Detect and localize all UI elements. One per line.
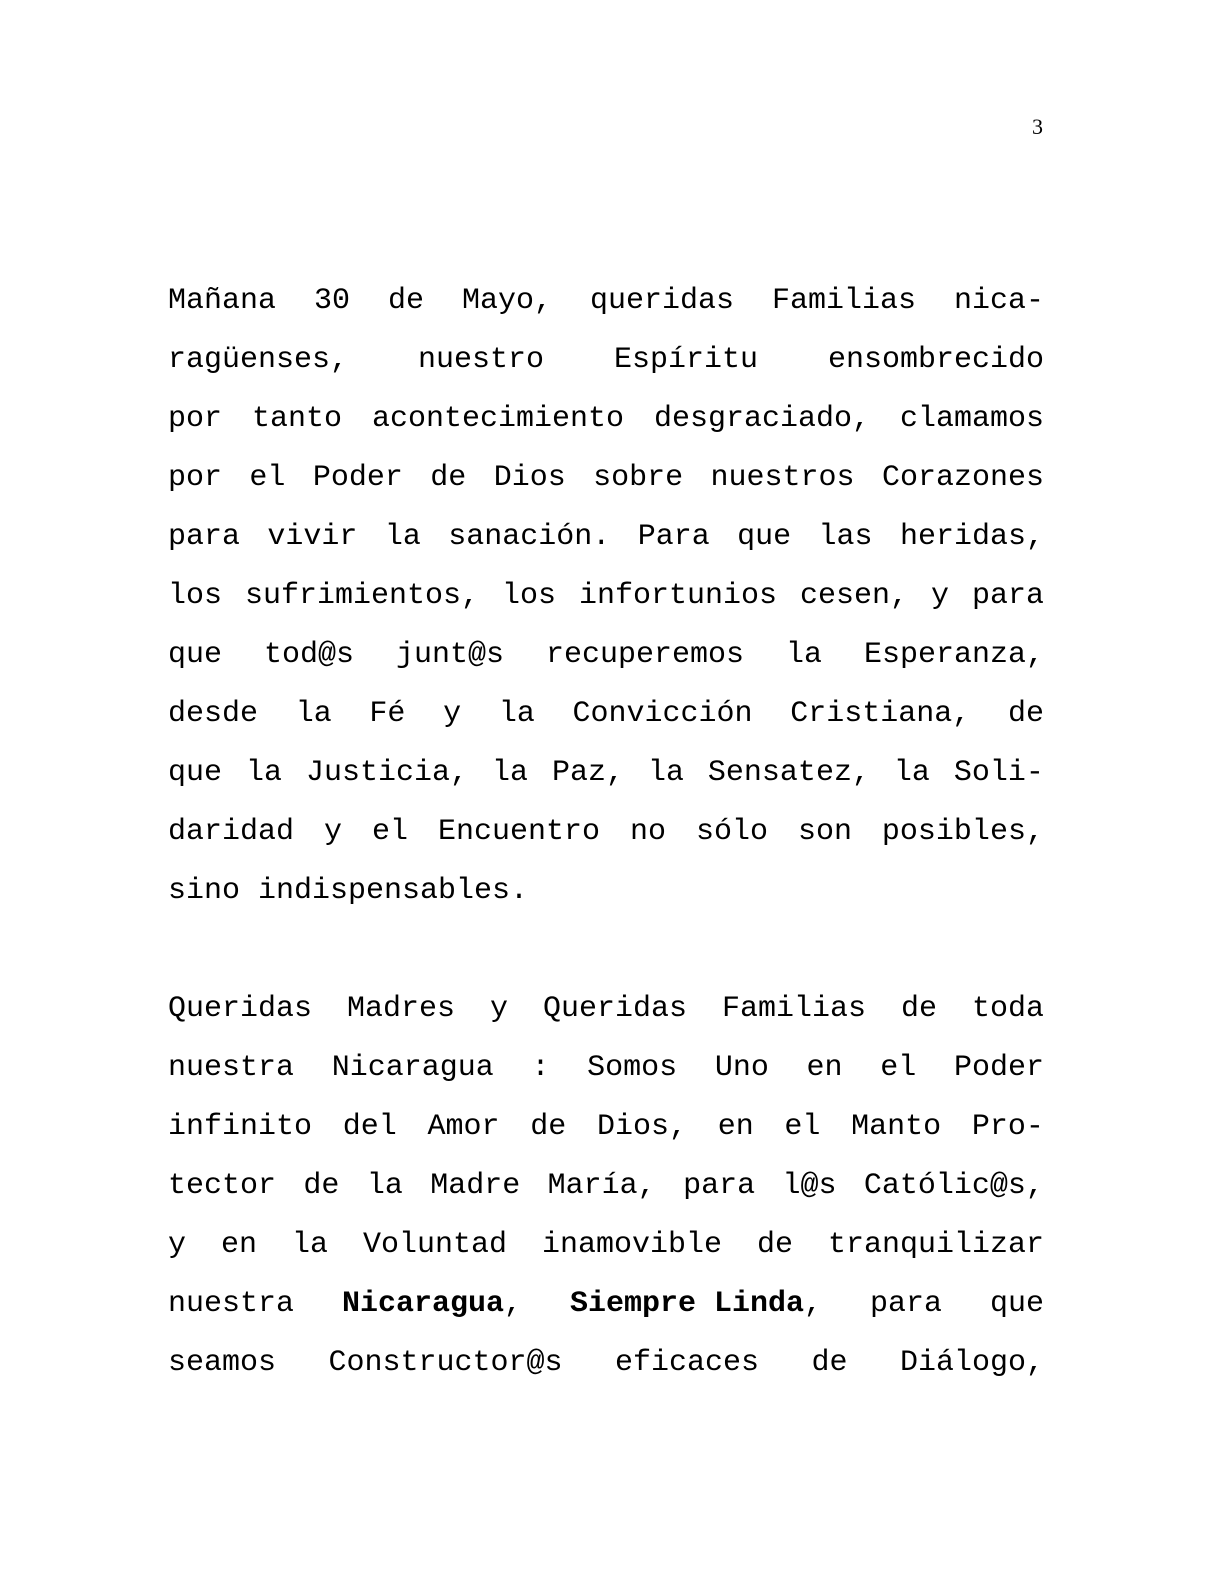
word: Dios — [493, 461, 566, 495]
word: Poder — [953, 1051, 1044, 1085]
text-line — [168, 280, 1044, 339]
paragraph-gap — [168, 929, 1044, 988]
word: tranquilizar — [827, 1228, 1044, 1262]
word: 30 — [314, 284, 351, 318]
bold-phrase-siempre-linda: Siempre Linda — [569, 1287, 805, 1321]
text-line — [168, 1224, 1044, 1283]
word: Espíritu — [613, 343, 758, 377]
word: clamamos — [899, 402, 1044, 436]
text-line — [168, 575, 1044, 634]
text-line — [168, 988, 1044, 1047]
word: ragüenses, — [168, 343, 349, 377]
word: que — [737, 520, 792, 554]
paragraph-2-bold-line — [168, 1283, 1044, 1342]
word: Nicaragua — [331, 1051, 494, 1085]
word: eficaces — [614, 1346, 760, 1380]
word: no — [629, 815, 666, 849]
text-line — [168, 339, 1044, 398]
word: en — [806, 1051, 843, 1085]
word: sufrimientos, — [244, 579, 480, 613]
word: Fé — [369, 697, 406, 731]
word: y — [168, 1228, 187, 1262]
word: Cristiana, — [790, 697, 971, 731]
word: : — [531, 1051, 550, 1085]
word: Paz, — [551, 756, 624, 790]
text-line — [168, 457, 1044, 516]
word: para — [683, 1169, 756, 1203]
word: queridas — [589, 284, 734, 318]
word: Queridas — [542, 992, 688, 1026]
word: Dios, — [596, 1110, 687, 1144]
word: que — [168, 638, 223, 672]
word: l@s — [782, 1169, 837, 1203]
word: y — [931, 579, 950, 613]
word: de — [811, 1346, 848, 1380]
word: Corazones — [881, 461, 1044, 495]
paragraph-1-last-line: sino indispensables. — [168, 874, 529, 908]
word: en — [717, 1110, 754, 1144]
word: Sensatez, — [707, 756, 870, 790]
word: la — [498, 697, 535, 731]
word: nica- — [953, 284, 1044, 318]
paragraph-2 — [168, 988, 1044, 1283]
word: ensombrecido — [827, 343, 1044, 377]
word: son — [797, 815, 852, 849]
word: infortunios — [578, 579, 778, 613]
word: la — [384, 520, 421, 554]
text-line — [168, 693, 1044, 752]
word: la — [647, 756, 684, 790]
word: por — [168, 461, 223, 495]
comma: , — [504, 1287, 523, 1321]
word: en — [220, 1228, 257, 1262]
word: daridad — [168, 815, 295, 849]
word: nuestro — [417, 343, 545, 377]
word: para — [971, 579, 1044, 613]
word: para — [168, 520, 241, 554]
word: de — [1007, 697, 1044, 731]
word: que — [168, 756, 223, 790]
word: Diálogo, — [899, 1346, 1044, 1380]
word: Voluntad — [362, 1228, 507, 1262]
word: nuestros — [710, 461, 855, 495]
word: nuestra — [168, 1287, 295, 1321]
bold-word-nicaragua: Nicaragua — [341, 1287, 505, 1321]
paragraph-1 — [168, 280, 1044, 870]
word: que — [989, 1287, 1044, 1321]
word: acontecimiento — [371, 402, 624, 436]
word: vivir — [267, 520, 358, 554]
word: la — [893, 756, 930, 790]
word: Familias — [721, 992, 867, 1026]
word: Amor — [427, 1110, 500, 1144]
word: la — [785, 638, 822, 672]
word: Constructor@s — [328, 1346, 563, 1380]
word: sobre — [593, 461, 684, 495]
word: Esperanza, — [863, 638, 1044, 672]
word: infinito — [168, 1110, 313, 1144]
word: tod@s — [263, 638, 354, 672]
word: por — [168, 402, 223, 436]
word: la — [295, 697, 332, 731]
word: junt@s — [395, 638, 504, 672]
word: los — [502, 579, 557, 613]
word: Soli- — [953, 756, 1044, 790]
word: y — [324, 815, 343, 849]
comma: , — [804, 1287, 823, 1321]
word: Mayo, — [461, 284, 552, 318]
word: sanación. — [448, 520, 611, 554]
word: Convicción — [572, 697, 753, 731]
word: del — [342, 1110, 397, 1144]
word: de — [756, 1228, 793, 1262]
word: Encuentro — [437, 815, 600, 849]
word: Uno — [714, 1051, 769, 1085]
word: de — [303, 1169, 340, 1203]
word: la — [491, 756, 528, 790]
word: las — [818, 520, 873, 554]
word: Pro- — [971, 1110, 1044, 1144]
word: desgraciado, — [653, 402, 870, 436]
page-number: 3 — [1032, 114, 1043, 139]
word: de — [387, 284, 424, 318]
word: nuestra — [168, 1051, 295, 1085]
word: heridas, — [899, 520, 1044, 554]
word: recuperemos — [545, 638, 745, 672]
word: de — [430, 461, 467, 495]
word: la — [366, 1169, 403, 1203]
word: posibles, — [881, 815, 1044, 849]
text-line — [168, 516, 1044, 575]
word: de — [900, 992, 937, 1026]
text-line — [168, 398, 1044, 457]
word: Somos — [587, 1051, 678, 1085]
word: Queridas — [168, 992, 313, 1026]
word: Madres — [347, 992, 456, 1026]
word: Familias — [771, 284, 916, 318]
text-line — [168, 634, 1044, 693]
word: el — [784, 1110, 821, 1144]
word: Mañana — [168, 284, 277, 318]
word: el — [880, 1051, 917, 1085]
document-body — [168, 280, 1044, 1401]
word: tanto — [251, 402, 342, 436]
text-line — [168, 811, 1044, 870]
bold-phrase-group-1 — [342, 1283, 522, 1342]
word: la — [291, 1228, 328, 1262]
word: Madre — [430, 1169, 521, 1203]
word: Manto — [851, 1110, 942, 1144]
word: toda — [971, 992, 1044, 1026]
word: de — [530, 1110, 567, 1144]
word: cesen, — [800, 579, 909, 613]
text-line — [168, 1047, 1044, 1106]
word: seamos — [168, 1346, 277, 1380]
word: Poder — [312, 461, 403, 495]
text-line — [168, 1342, 1044, 1401]
word: para — [870, 1287, 943, 1321]
text-line — [168, 752, 1044, 811]
word: Católic@s, — [863, 1169, 1044, 1203]
word: los — [168, 579, 223, 613]
word: Justicia, — [305, 756, 468, 790]
word: y — [490, 992, 509, 1026]
word: el — [249, 461, 286, 495]
word: María, — [547, 1169, 656, 1203]
paragraph-2-final — [168, 1342, 1044, 1401]
word: inamovible — [541, 1228, 722, 1262]
word: desde — [168, 697, 259, 731]
word: sólo — [695, 815, 768, 849]
word: la — [245, 756, 282, 790]
word: Para — [637, 520, 710, 554]
text-line — [168, 1165, 1044, 1224]
word: y — [443, 697, 462, 731]
word: el — [371, 815, 408, 849]
word: tector — [168, 1169, 277, 1203]
bold-phrase-group-2 — [570, 1283, 822, 1342]
text-line — [168, 1106, 1044, 1165]
